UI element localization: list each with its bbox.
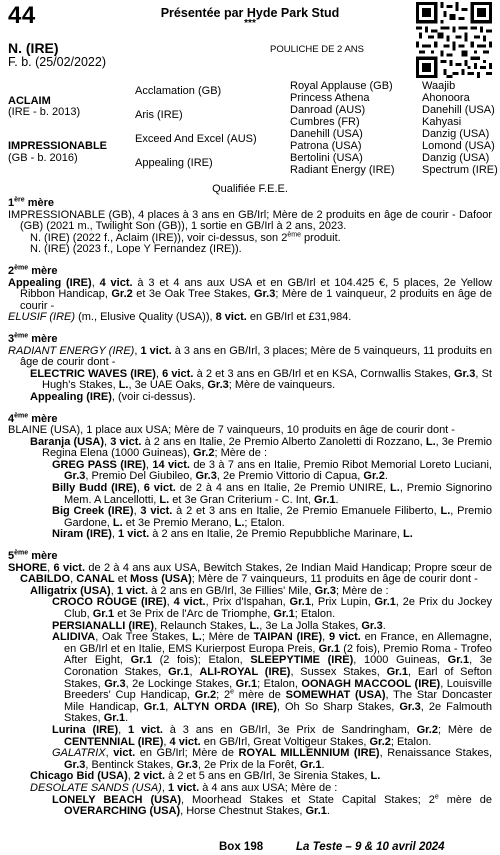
- second-dam-paragraph: Appealing (IRE), 4 vict. à 3 et 4 ans aux USA et en GB/Irl et 104.425 €, 5 places, 2e Yellow Ribbon Handicap, Gr.2 et 3e Oak Tree Stakes, Gr.3; Mère de 1 vainqueur, 2 produits en âge de courir -: [8, 276, 493, 312]
- box-number: Box 198: [219, 841, 264, 853]
- list-item: ALIDIVA, Oak Tree Stakes, L.; Mère de TAIPAN (IRE), 9 vict. en France, en Allemagne, en GB/Irl et en Italie, EMS Kurierpost Europa Preis, Gr.1 (2 fois), Premio Roma - Trofeo After Eight, Gr.1 (2 fois); Etalon, SLEEPYTIME (IRE), 1000 Guineas, Gr.1, 3e Coronation Stakes, Gr.1, ALI-ROYAL (IRE), Sussex Stakes, Gr.1, Earl of Sefton Stakes, Gr.3, 2e Lockinge Stakes, Gr.1; Etalon, OONAGH MACCOOL (IRE), Louisville Breeders' Cup Handicap, Gr.2; 2e mère de SOMEWHAT (USA), The Star Doncaster Mile Handicap, Gr.1, ALTYN ORDA (IRE), Oh So Sharp Stakes, Gr.3, 2e Falmouth Stakes, Gr.1.: [52, 631, 493, 725]
- horse-name: N. (IRE): [8, 40, 59, 56]
- pedigree-gen4-item: Danehill (USA): [422, 104, 495, 116]
- list-item: Lurina (IRE), 1 vict. à 3 ans en GB/Irl, 3e Prix de Sandringham, Gr.2; Mère de CENTENNIAL (IRE), 4 vict. en GB/Irl, Great Voltigeur Stakes, Gr.2; Etalon.: [52, 723, 492, 748]
- heading-first-dam: 1ère mère: [8, 196, 54, 209]
- qr-code-icon: [416, 2, 492, 78]
- pedigree-gen2-item: Acclamation (GB): [135, 85, 222, 97]
- fifth-dam-paragraph: SHORE, 6 vict. de 2 à 4 ans aux USA, Bewitch Stakes, 2e Indian Maid Handicap; Propre sœur de CABILDO, CANAL et Moss (USA); Mère de 7 vainqueurs, 11 produits en âge de courir dont -: [8, 561, 492, 586]
- qualification: Qualifiée F.E.E.: [212, 183, 288, 195]
- pedigree-gen4-item: Danzig (USA): [422, 128, 490, 140]
- family-notes: [8, 196, 492, 818]
- dam-info: (GB - b. 2016): [8, 152, 78, 164]
- pedigree-gen4-item: Lomond (USA): [422, 140, 495, 152]
- list-item: PERSIANALLI (IRE), Relaunch Stakes, L., 3e La Jolla Stakes, Gr.3.: [52, 619, 386, 632]
- first-dam-paragraph: IMPRESSIONABLE (GB), 4 places à 3 ans en GB/Irl; Mère de 2 produits en âge de courir - Dafoor (GB) (2021 m., Twilight Son (GB)), 1 sortie en GB/Irl à 2 ans, 2023.: [8, 208, 492, 233]
- sale-place-date: La Teste – 9 & 10 avril 2024: [296, 841, 445, 853]
- list-item: Baranja (USA), 3 vict. à 2 ans en Italie, 2e Premio Alberto Zanoletti di Rozzano, L., 3e Premio Regina Elena (1000 Guineas), Gr.2; Mère de :: [30, 435, 493, 460]
- pedigree-gen3-item: Danroad (AUS): [290, 104, 366, 116]
- stars: ***: [244, 18, 256, 29]
- list-item: Appealing (IRE), (voir ci-dessus).: [30, 390, 196, 403]
- pedigree-gen3-item: Bertolini (USA): [290, 152, 363, 164]
- fourth-dam-paragraph: BLAINE (USA), 1 place aux USA; Mère de 7 vainqueurs, 10 produits en âge de courir dont -: [8, 424, 455, 437]
- pedigree-gen2-item: Aris (IRE): [135, 109, 183, 121]
- pedigree-gen2-item: Exceed And Excel (AUS): [135, 133, 257, 145]
- pedigree-gen3-item: Princess Athena: [290, 92, 370, 104]
- pedigree-gen4-item: Spectrum (IRE): [422, 164, 498, 176]
- list-item: ELECTRIC WAVES (IRE), 6 vict. à 2 et 3 ans en GB/Irl et en KSA, Cornwallis Stakes, Gr.3, St Hugh's Stakes, L., 3e UAE Oaks, Gr.3; Mère de vainqueurs.: [30, 367, 492, 392]
- sire-info: (IRE - b. 2013): [8, 106, 81, 118]
- pedigree-gen4-item: Kahyasi: [422, 116, 462, 128]
- dam-name: IMPRESSIONABLE: [8, 140, 108, 152]
- heading-fifth-dam: 5ème mère: [8, 549, 58, 563]
- pedigree-gen2-item: Appealing (IRE): [135, 157, 213, 169]
- list-item: Big Creek (IRE), 3 vict. à 2 et 3 ans en Italie, 2e Premio Emanuele Filiberto, L., Premio Gardone, L. et 3e Premio Merano, L.; Etalon.: [52, 505, 492, 529]
- list-item: Alligatrix (USA), 1 vict. à 2 ans en GB/Irl, 3e Fillies' Mile, Gr.3; Mère de :: [30, 584, 389, 597]
- pedigree-gen3-item: Cumbres (FR): [290, 116, 360, 128]
- pedigree-gen3-item: Patrona (USA): [290, 140, 362, 152]
- pedigree-gen4-item: Waajib: [422, 80, 456, 92]
- pedigree-gen3-item: Royal Applause (GB): [290, 80, 393, 92]
- pedigree-gen3-item: Danehill (USA): [290, 128, 363, 140]
- pedigree-gen4-item: Ahonoora: [422, 92, 470, 104]
- list-item: Billy Budd (IRE), 6 vict. de 2 à 4 ans en Italie, 2e Premio UNIRE, L., Premio Signorino Mem. A Lancellotti, L. et 3e Gran Criterium - C. Int, Gr.1.: [52, 482, 493, 506]
- list-item: ELUSIF (IRE) (m., Elusive Quality (USA)), 8 vict. en GB/Irl et £31,984.: [8, 311, 352, 324]
- heading-fourth-dam: 4ème mère: [8, 411, 58, 425]
- presenter: Présentée par Hyde Park Stud: [160, 6, 340, 20]
- list-item: GALATRIX, vict. en GB/Irl; Mère de ROYAL MILLENNIUM (IRE), Renaissance Stakes, Gr.3, Bentinck Stakes, Gr.3, 2e Prix de la Forêt, Gr.1.: [52, 747, 492, 771]
- heading-second-dam: 2ème mère: [8, 264, 58, 277]
- lot-number: 44: [8, 2, 36, 29]
- list-item: Niram (IRE), 1 vict. à 2 ans en Italie, 2e Premio Repubbliche Marinare, L.: [52, 528, 413, 541]
- third-dam-paragraph: RADIANT ENERGY (IRE), 1 vict. à 3 ans en GB/Irl, 3 places; Mère de 5 vainqueurs, 11 produits en âge de courir dont -: [8, 344, 493, 369]
- sire-name: ACLAIM: [8, 95, 51, 107]
- list-item: LONELY BEACH (USA), Moorhead Stakes et State Capital Stakes; 2e mère de OVERARCHING (USA), Horse Chestnut Stakes, Gr.1.: [52, 792, 492, 818]
- pedigree-gen4-item: Danzig (USA): [422, 152, 490, 164]
- list-item: DESOLATE SANDS (USA), 1 vict. à 4 ans aux USA; Mère de :: [30, 781, 338, 794]
- list-item: N. (IRE) (2022 f., Aclaim (IRE)), voir ci-dessus, son 2ème produit.: [30, 231, 341, 244]
- heading-third-dam: 3ème mère: [8, 332, 58, 345]
- list-item: CROCO ROUGE (IRE), 4 vict., Prix d'Ispahan, Gr.1, Prix Lupin, Gr.1, 2e Prix du Jockey Club, Gr.1 et 3e Prix de l'Arc de Triomphe, Gr.1; Etalon.: [52, 596, 493, 620]
- list-item: N. (IRE) (2023 f., Lope Y Fernandez (IRE)).: [30, 243, 242, 256]
- list-item: Chicago Bid (USA), 2 vict. à 2 et 5 ans en GB/Irl, 3e Sirenia Stakes, L.: [30, 770, 381, 783]
- pedigree-gen3-item: Radiant Energy (IRE): [290, 164, 395, 176]
- sex-age: POULICHE DE 2 ANS: [270, 44, 364, 55]
- horse-birth: F. b. (25/02/2022): [8, 55, 106, 69]
- list-item: GREG PASS (IRE), 14 vict. de 3 à 7 ans en Italie, Premio Ribot Memorial Loreto Luciani, Gr.3, Premio Del Giubileo, Gr.3, 2e Premio Vittorio di Capua, Gr.2.: [52, 458, 492, 483]
